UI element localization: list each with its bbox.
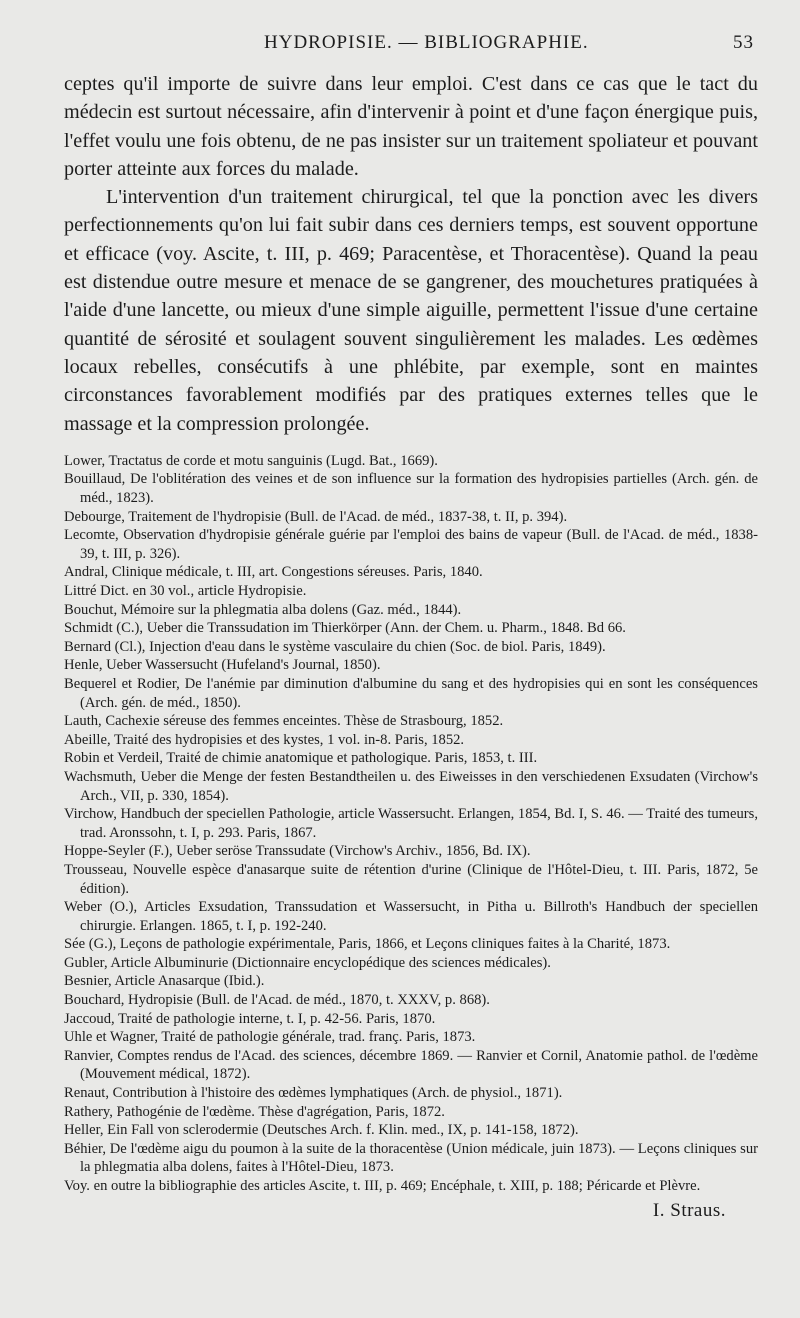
reference-item: Jaccoud, Traité de pathologie interne, t. I, p. 42-56. Paris, 1870. — [64, 1010, 436, 1027]
reference-item: Ranvier, Comptes rendus de l'Acad. des sciences, décembre 1869. — Ranvier et Cornil, Anatomie pathol. de l'œdème (Mouvement médical, 1872). — [64, 1047, 758, 1083]
reference-item: Besnier, Article Anasarque (Ibid.). — [64, 973, 265, 990]
author-signature: I. Straus. — [652, 1199, 726, 1221]
reference-item: Lecomte, Observation d'hydropisie générale guérie par l'emploi des bains de vapeur (Bull. de l'Acad. de méd., 1838-39, t. III, p. 326). — [64, 527, 758, 562]
reference-item: Debourge, Traitement de l'hydropisie (Bull. de l'Acad. de méd., 1837-38, t. II, p. 394). — [64, 508, 568, 525]
reference-item: Voy. en outre la bibliographie des articles Ascite, t. III, p. 469; Encéphale, t. XIII, p. 188; Péricarde et Plèvre. — [64, 1178, 701, 1195]
reference-item: Bouchut, Mémoire sur la phlegmatia alba dolens (Gaz. méd., 1844). — [64, 601, 462, 618]
running-header — [64, 28, 758, 54]
reference-item: Béhier, De l'œdème aigu du poumon à la suite de la thoracentèse (Union médicale, juin 1873). — Leçons cliniques sur la phlegmatia alba dolens, faites à l'Hôtel-Dieu, 1873. — [64, 1140, 758, 1176]
reference-item: Trousseau, Nouvelle espèce d'anasarque suite de rétention d'urine (Clinique de l'Hôtel-Dieu, t. III. Paris, 1872, 5e édition). — [64, 861, 758, 897]
reference-item: Littré Dict. en 30 vol., article Hydropisie. — [64, 583, 307, 600]
reference-item: Lauth, Cachexie séreuse des femmes enceintes. Thèse de Strasbourg, 1852. — [64, 713, 504, 730]
reference-item: Andral, Clinique médicale, t. III, art. Congestions séreuses. Paris, 1840. — [64, 564, 483, 581]
paragraph: L'intervention d'un traitement chirurgical, tel que la ponction avec les divers perfectionnements qu'on lui fait subir dans ces derniers temps, est souvent opportune et efficace (voy. Ascite, t. III, p. 469; Paracentèse, et Thoracentèse). Quand la peau est distendue outre mesure et menace de se gangrener, des mouchetures pratiquées à l'aide d'une lancette, ou mieux d'une simple aiguille, permettent l'issue d'une certaine quantité de sérosité et soulagent souvent singulièrement les malades. Les œdèmes locaux rebelles, consécutifs à une phlébite, par exemple, sont en maintes circonstances favorablement modifiés par des pratiques externes telles que le massage et la compression prolongée. — [64, 186, 758, 435]
reference-item: Uhle et Wagner, Traité de pathologie générale, trad. franç. Paris, 1873. — [64, 1029, 476, 1046]
reference-item: Hoppe-Seyler (F.), Ueber seröse Transsudate (Virchow's Archiv., 1856, Bd. IX). — [64, 843, 531, 860]
reference-item: Heller, Ein Fall von sclerodermie (Deutsches Arch. f. Klin. med., IX, p. 141-158, 1872). — [64, 1122, 579, 1139]
reference-item: Virchow, Handbuch der speciellen Pathologie, article Wassersucht. Erlangen, 1854, Bd. I, S. 46. — Traité des tumeurs, trad. Aronssohn, t. I, p. 293. Paris, 1867. — [64, 806, 758, 841]
body-text — [64, 70, 758, 438]
paragraph: ceptes qu'il importe de suivre dans leur emploi. C'est dans ce cas que le tact du médecin est surtout nécessaire, afin d'intervenir à point et d'une façon énergique puis, l'effet voulu une fois obtenu, de ne pas insister sur un traitement spoliateur et pouvant porter atteinte aux forces du malade. — [64, 73, 758, 180]
reference-item: Bernard (Cl.), Injection d'eau dans le système vasculaire du chien (Soc. de biol. Paris, 1849). — [64, 638, 606, 655]
reference-item: Weber (O.), Articles Exsudation, Transsudation et Wassersucht, in Pitha u. Billroth's Handbuch der speciellen chirurgie. Erlangen. 1865, t. I, p. 192-240. — [64, 899, 758, 934]
reference-item: Robin et Verdeil, Traité de chimie anatomique et pathologique. Paris, 1853, t. III. — [64, 750, 538, 767]
page-number: 53 — [733, 32, 754, 53]
reference-item: Schmidt (C.), Ueber die Transsudation im Thierkörper (Ann. der Chem. u. Pharm., 1848. Bd 66. — [64, 620, 626, 637]
reference-item: Bouchard, Hydropisie (Bull. de l'Acad. de méd., 1870, t. XXXV, p. 868). — [64, 992, 490, 1009]
reference-item: Renaut, Contribution à l'histoire des œdèmes lymphatiques (Arch. de physiol., 1871). — [64, 1085, 563, 1102]
reference-item: Sée (G.), Leçons de pathologie expérimentale, Paris, 1866, et Leçons cliniques faites à la Charité, 1873. — [64, 936, 671, 953]
bibliography — [64, 452, 758, 1196]
reference-item: Bequerel et Rodier, De l'anémie par diminution d'albumine du sang et des hydropisies qui en sont les conséquences (Arch. gén. de méd., 1850). — [64, 675, 758, 711]
reference-item: Abeille, Traité des hydropisies et des kystes, 1 vol. in-8. Paris, 1852. — [64, 731, 465, 748]
reference-item: Henle, Ueber Wassersucht (Hufeland's Journal, 1850). — [64, 657, 381, 674]
reference-item: Wachsmuth, Ueber die Menge der festen Bestandtheilen u. des Eiweisses in den verschiedenen Exsudaten (Virchow's Arch., VII, p. 330, 1854). — [64, 768, 758, 804]
reference-item: Lower, Tractatus de corde et motu sanguinis (Lugd. Bat., 1669). — [64, 452, 438, 469]
reference-item: Gubler, Article Albuminurie (Dictionnaire encyclopédique des sciences médicales). — [64, 954, 551, 971]
reference-item: Bouillaud, De l'oblitération des veines et de son influence sur la formation des hydropisies partielles (Arch. gén. de méd., 1823). — [64, 471, 758, 507]
running-title: HYDROPISIE. — BIBLIOGRAPHIE. — [264, 32, 589, 53]
reference-item: Rathery, Pathogénie de l'œdème. Thèse d'agrégation, Paris, 1872. — [64, 1103, 445, 1120]
